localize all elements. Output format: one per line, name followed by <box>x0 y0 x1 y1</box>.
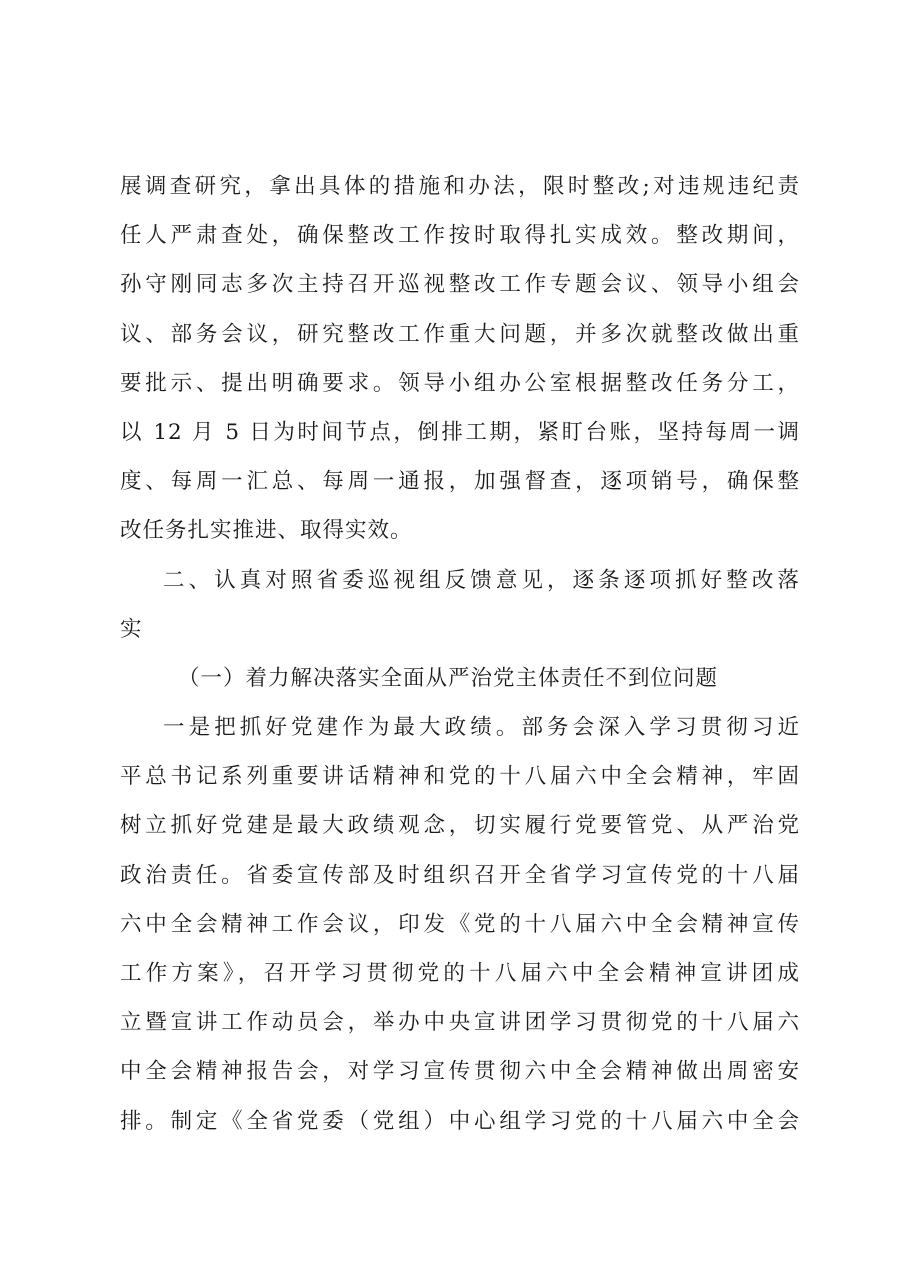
text-line: 改任务扎实推进、取得实效。 <box>120 518 413 544</box>
text-line: 工作方案》，召开学习贯彻党的十八届六中全会精神宣讲团成 <box>120 961 800 986</box>
text-line: 度、每周一汇总、每周一通报，加强督查，逐项销号，确保整 <box>120 469 800 495</box>
text-line: 孙守刚同志多次主持召开巡视整改工作专题会议、领导小组会 <box>120 272 800 298</box>
text-line: 平总书记系列重要讲话精神和党的十八届六中全会精神，牢固 <box>120 764 800 790</box>
text-line: 六中全会精神工作会议，印发《党的十八届六中全会精神宣传 <box>120 911 800 937</box>
text-line: 以 12 月 5 日为时间节点，倒排工期，紧盯台账，坚持每周一调 <box>120 419 800 445</box>
document-body <box>120 162 800 1146</box>
subsection-heading: （一）着力解决落实全面从严治党主体责任不到位问题 <box>178 665 719 691</box>
text-line: 任人严肃查处，确保整改工作按时取得扎实成效。整改期间， <box>120 223 800 249</box>
paragraph-start: 一是把抓好党建作为最大政绩。部务会深入学习贯彻习近 <box>163 715 800 741</box>
section-heading-continuation: 实 <box>120 616 143 642</box>
text-line: 议、部务会议，研究整改工作重大问题，并多次就整改做出重 <box>120 321 800 347</box>
text-line: 展调查研究，拿出具体的措施和办法，限时整改;对违规违纪责 <box>120 174 800 199</box>
text-line: 树立抓好党建是最大政绩观念，切实履行党要管党、从严治党 <box>120 813 800 839</box>
text-line: 要批示、提出明确要求。领导小组办公室根据整改任务分工， <box>120 370 800 396</box>
text-line: 政治责任。省委宣传部及时组织召开全省学习宣传党的十八届 <box>120 862 800 888</box>
text-line: 中全会精神报告会，对学习宣传贯彻六中全会精神做出周密安 <box>120 1059 800 1085</box>
text-line: 排。制定《全省党委（党组）中心组学习党的十八届六中全会 <box>120 1108 800 1134</box>
text-line: 立暨宣讲工作动员会，举办中央宣讲团学习贯彻党的十八届六 <box>120 1010 800 1036</box>
section-heading: 二、认真对照省委巡视组反馈意见，逐条逐项抓好整改落 <box>163 567 800 593</box>
